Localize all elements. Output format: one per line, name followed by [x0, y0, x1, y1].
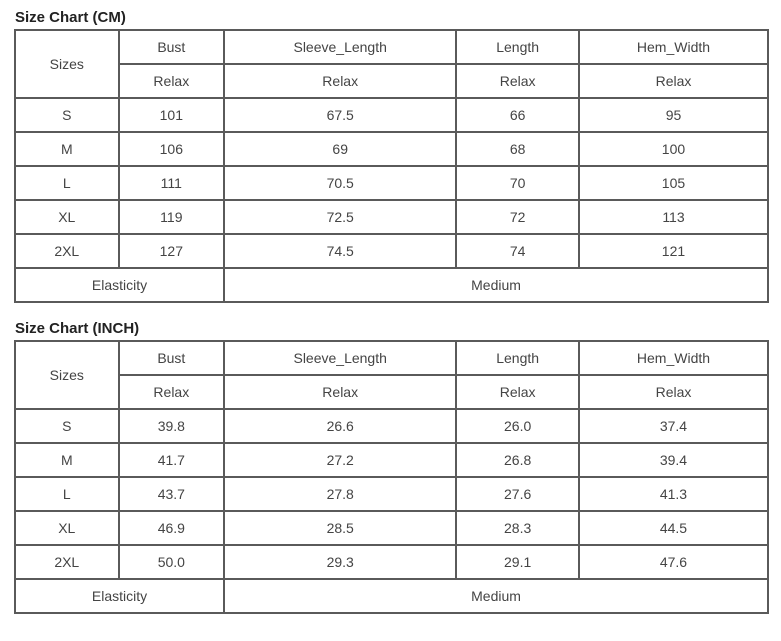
- value-cell: 37.4: [579, 409, 768, 443]
- sizes-header: Sizes: [15, 341, 119, 409]
- size-cell: L: [15, 166, 119, 200]
- size-chart-cm-table: [14, 29, 769, 303]
- fit-cell: Relax: [119, 375, 225, 409]
- fit-row: [15, 64, 768, 98]
- value-cell: 74.5: [224, 234, 456, 268]
- value-cell: 39.8: [119, 409, 225, 443]
- value-cell: 121: [579, 234, 768, 268]
- size-cell: S: [15, 98, 119, 132]
- size-cell: M: [15, 132, 119, 166]
- fit-cell: Relax: [456, 375, 579, 409]
- value-cell: 95: [579, 98, 768, 132]
- value-cell: 67.5: [224, 98, 456, 132]
- value-cell: 28.5: [224, 511, 456, 545]
- elasticity-label: Elasticity: [15, 579, 224, 613]
- fit-cell: Relax: [579, 64, 768, 98]
- value-cell: 113: [579, 200, 768, 234]
- fit-cell: Relax: [119, 64, 225, 98]
- value-cell: 50.0: [119, 545, 225, 579]
- size-chart-cm-title: Size Chart (CM): [15, 9, 126, 26]
- table-row: [15, 200, 768, 234]
- table-row: [15, 166, 768, 200]
- value-cell: 72: [456, 200, 579, 234]
- column-header-sleeve-length: Sleeve_Length: [224, 30, 456, 64]
- value-cell: 127: [119, 234, 225, 268]
- column-header-length: Length: [456, 341, 579, 375]
- value-cell: 47.6: [579, 545, 768, 579]
- elasticity-value: Medium: [224, 579, 768, 613]
- value-cell: 41.3: [579, 477, 768, 511]
- fit-cell: Relax: [224, 375, 456, 409]
- elasticity-value: Medium: [224, 268, 768, 302]
- table-row: [15, 98, 768, 132]
- value-cell: 29.3: [224, 545, 456, 579]
- fit-cell: Relax: [456, 64, 579, 98]
- elasticity-label: Elasticity: [15, 268, 224, 302]
- value-cell: 46.9: [119, 511, 225, 545]
- value-cell: 100: [579, 132, 768, 166]
- value-cell: 105: [579, 166, 768, 200]
- value-cell: 43.7: [119, 477, 225, 511]
- value-cell: 26.0: [456, 409, 579, 443]
- value-cell: 28.3: [456, 511, 579, 545]
- size-chart-cm-section: [14, 9, 769, 303]
- size-cell: L: [15, 477, 119, 511]
- value-cell: 101: [119, 98, 225, 132]
- elasticity-row: [15, 579, 768, 613]
- value-cell: 39.4: [579, 443, 768, 477]
- size-chart-inch-section: [14, 320, 769, 614]
- table-row: [15, 234, 768, 268]
- table-row: [15, 511, 768, 545]
- size-cell: XL: [15, 511, 119, 545]
- elasticity-row: [15, 268, 768, 302]
- value-cell: 70: [456, 166, 579, 200]
- size-chart-inch-table: [14, 340, 769, 614]
- value-cell: 74: [456, 234, 579, 268]
- table-row: [15, 545, 768, 579]
- size-cell: XL: [15, 200, 119, 234]
- value-cell: 68: [456, 132, 579, 166]
- fit-cell: Relax: [579, 375, 768, 409]
- value-cell: 70.5: [224, 166, 456, 200]
- size-chart-inch-title: Size Chart (INCH): [15, 320, 140, 337]
- value-cell: 29.1: [456, 545, 579, 579]
- value-cell: 69: [224, 132, 456, 166]
- table-row: [15, 477, 768, 511]
- column-header-bust: Bust: [119, 30, 225, 64]
- size-cell: M: [15, 443, 119, 477]
- sizes-header: Sizes: [15, 30, 119, 98]
- size-cell: 2XL: [15, 545, 119, 579]
- value-cell: 27.6: [456, 477, 579, 511]
- value-cell: 111: [119, 166, 225, 200]
- column-header-length: Length: [456, 30, 579, 64]
- value-cell: 106: [119, 132, 225, 166]
- value-cell: 72.5: [224, 200, 456, 234]
- size-cell: 2XL: [15, 234, 119, 268]
- table-row: [15, 132, 768, 166]
- value-cell: 26.6: [224, 409, 456, 443]
- column-header-hem-width: Hem_Width: [579, 30, 768, 64]
- value-cell: 66: [456, 98, 579, 132]
- column-header-bust: Bust: [119, 341, 225, 375]
- value-cell: 44.5: [579, 511, 768, 545]
- value-cell: 26.8: [456, 443, 579, 477]
- table-header-row: [15, 30, 768, 64]
- column-header-hem-width: Hem_Width: [579, 341, 768, 375]
- value-cell: 27.2: [224, 443, 456, 477]
- table-header-row: [15, 341, 768, 375]
- value-cell: 119: [119, 200, 225, 234]
- fit-row: [15, 375, 768, 409]
- size-cell: S: [15, 409, 119, 443]
- fit-cell: Relax: [224, 64, 456, 98]
- table-row: [15, 443, 768, 477]
- value-cell: 41.7: [119, 443, 225, 477]
- value-cell: 27.8: [224, 477, 456, 511]
- column-header-sleeve-length: Sleeve_Length: [224, 341, 456, 375]
- table-row: [15, 409, 768, 443]
